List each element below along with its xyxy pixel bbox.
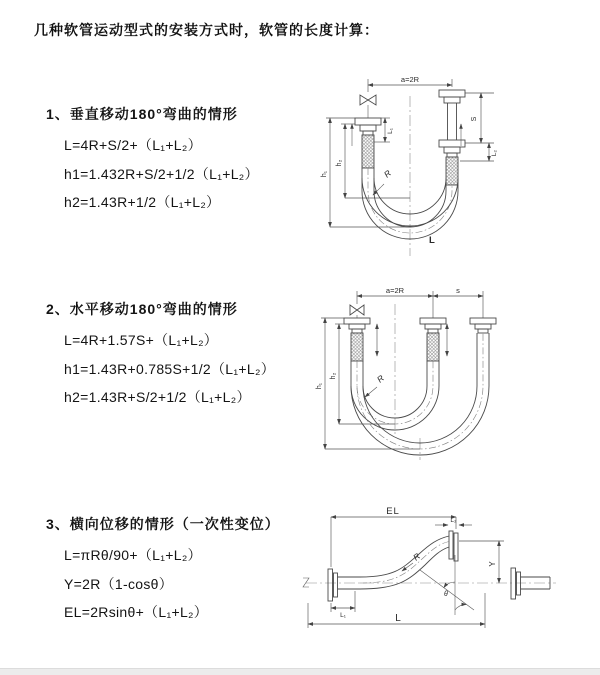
section-1: [46, 104, 259, 217]
angle-label: θ: [444, 591, 448, 598]
section-2-heading: 2、水平移动180°弯曲的情形: [46, 301, 238, 317]
formula-length: L=4R+S/2+（L₁+L₂）: [64, 137, 202, 153]
formula-length: L=πRθ/90+（L₁+L₂）: [64, 547, 202, 563]
radius-label: R: [374, 372, 386, 385]
section-3: [46, 514, 280, 627]
break-mark: [303, 578, 309, 587]
formula-el: EL=2Rsinθ+（L₁+L₂）: [64, 604, 209, 620]
dim-label-h2: h₂: [336, 159, 343, 167]
left-pipe-fitting: [344, 318, 370, 361]
page-edge: [0, 668, 600, 675]
valve-icon: [350, 305, 364, 318]
dimension-lines: [321, 291, 483, 449]
dim-label-h1: h₁: [321, 170, 328, 178]
upper-right-flange: [449, 531, 458, 561]
formula-h1: h1=1.432R+S/2+1/2（L₁+L₂）: [64, 165, 259, 182]
valve-icon: [360, 95, 376, 118]
formula-length: L=4R+1.57S+（L₁+L₂）: [64, 332, 219, 348]
lower-right-pipe: [511, 568, 550, 599]
dim-label-fitting-right: L₂: [450, 517, 457, 524]
page-title: 几种软管运动型式的安装方式时，软管的长度计算：: [34, 22, 379, 38]
center-axes: [395, 304, 420, 460]
dim-label-fitting-right: L₂: [491, 149, 498, 157]
right-pipe-fitting: [470, 318, 496, 333]
dim-label-y: Y: [488, 561, 497, 567]
dim-label-h2: h₂: [330, 372, 337, 380]
section-3-heading: 3、横向位移的情形（一次性变位）: [46, 516, 280, 532]
dim-label-length: L: [395, 613, 401, 624]
radius-label: R: [411, 550, 423, 563]
middle-pipe-fitting: [420, 318, 446, 361]
section-2: [46, 299, 275, 412]
dim-label-span: a=2R: [400, 75, 420, 84]
formula-y: Y=2R（1-cosθ）: [64, 575, 174, 592]
dim-label-stroke: S: [471, 116, 478, 122]
dim-label-h1: h₁: [316, 382, 323, 390]
diagram-horizontal-bend: [313, 286, 598, 464]
dim-label-el: EL: [386, 506, 400, 517]
length-label: L: [429, 235, 435, 246]
radius-label: R: [381, 167, 393, 180]
radius-leader: [402, 563, 413, 571]
radius-leader: [365, 387, 377, 397]
diagram-vertical-bend: [313, 66, 588, 261]
formula-h2: h2=1.43R+S/2+1/2（L₁+L₂）: [64, 389, 251, 405]
hose-u-bend-position2: [351, 333, 489, 455]
angle-construction: [420, 555, 474, 615]
hose-s-curve: [360, 536, 449, 589]
dim-label-fitting-left: L₁: [340, 612, 346, 619]
dimension-lines: [308, 517, 504, 628]
diagram-lateral-displacement: [298, 503, 593, 651]
left-pipe-fitting: [355, 118, 381, 168]
formula-h1: h1=1.43R+0.785S+1/2（L₁+L₂）: [64, 360, 275, 377]
dim-label-stroke: s: [456, 286, 460, 295]
dim-label-span: a=2R: [385, 286, 405, 295]
section-1-heading: 1、垂直移动180°弯曲的情形: [46, 106, 238, 122]
dim-label-fitting-left: L₁: [387, 128, 394, 134]
formula-h2: h2=1.43R+1/2（L₁+L₂）: [64, 194, 221, 210]
